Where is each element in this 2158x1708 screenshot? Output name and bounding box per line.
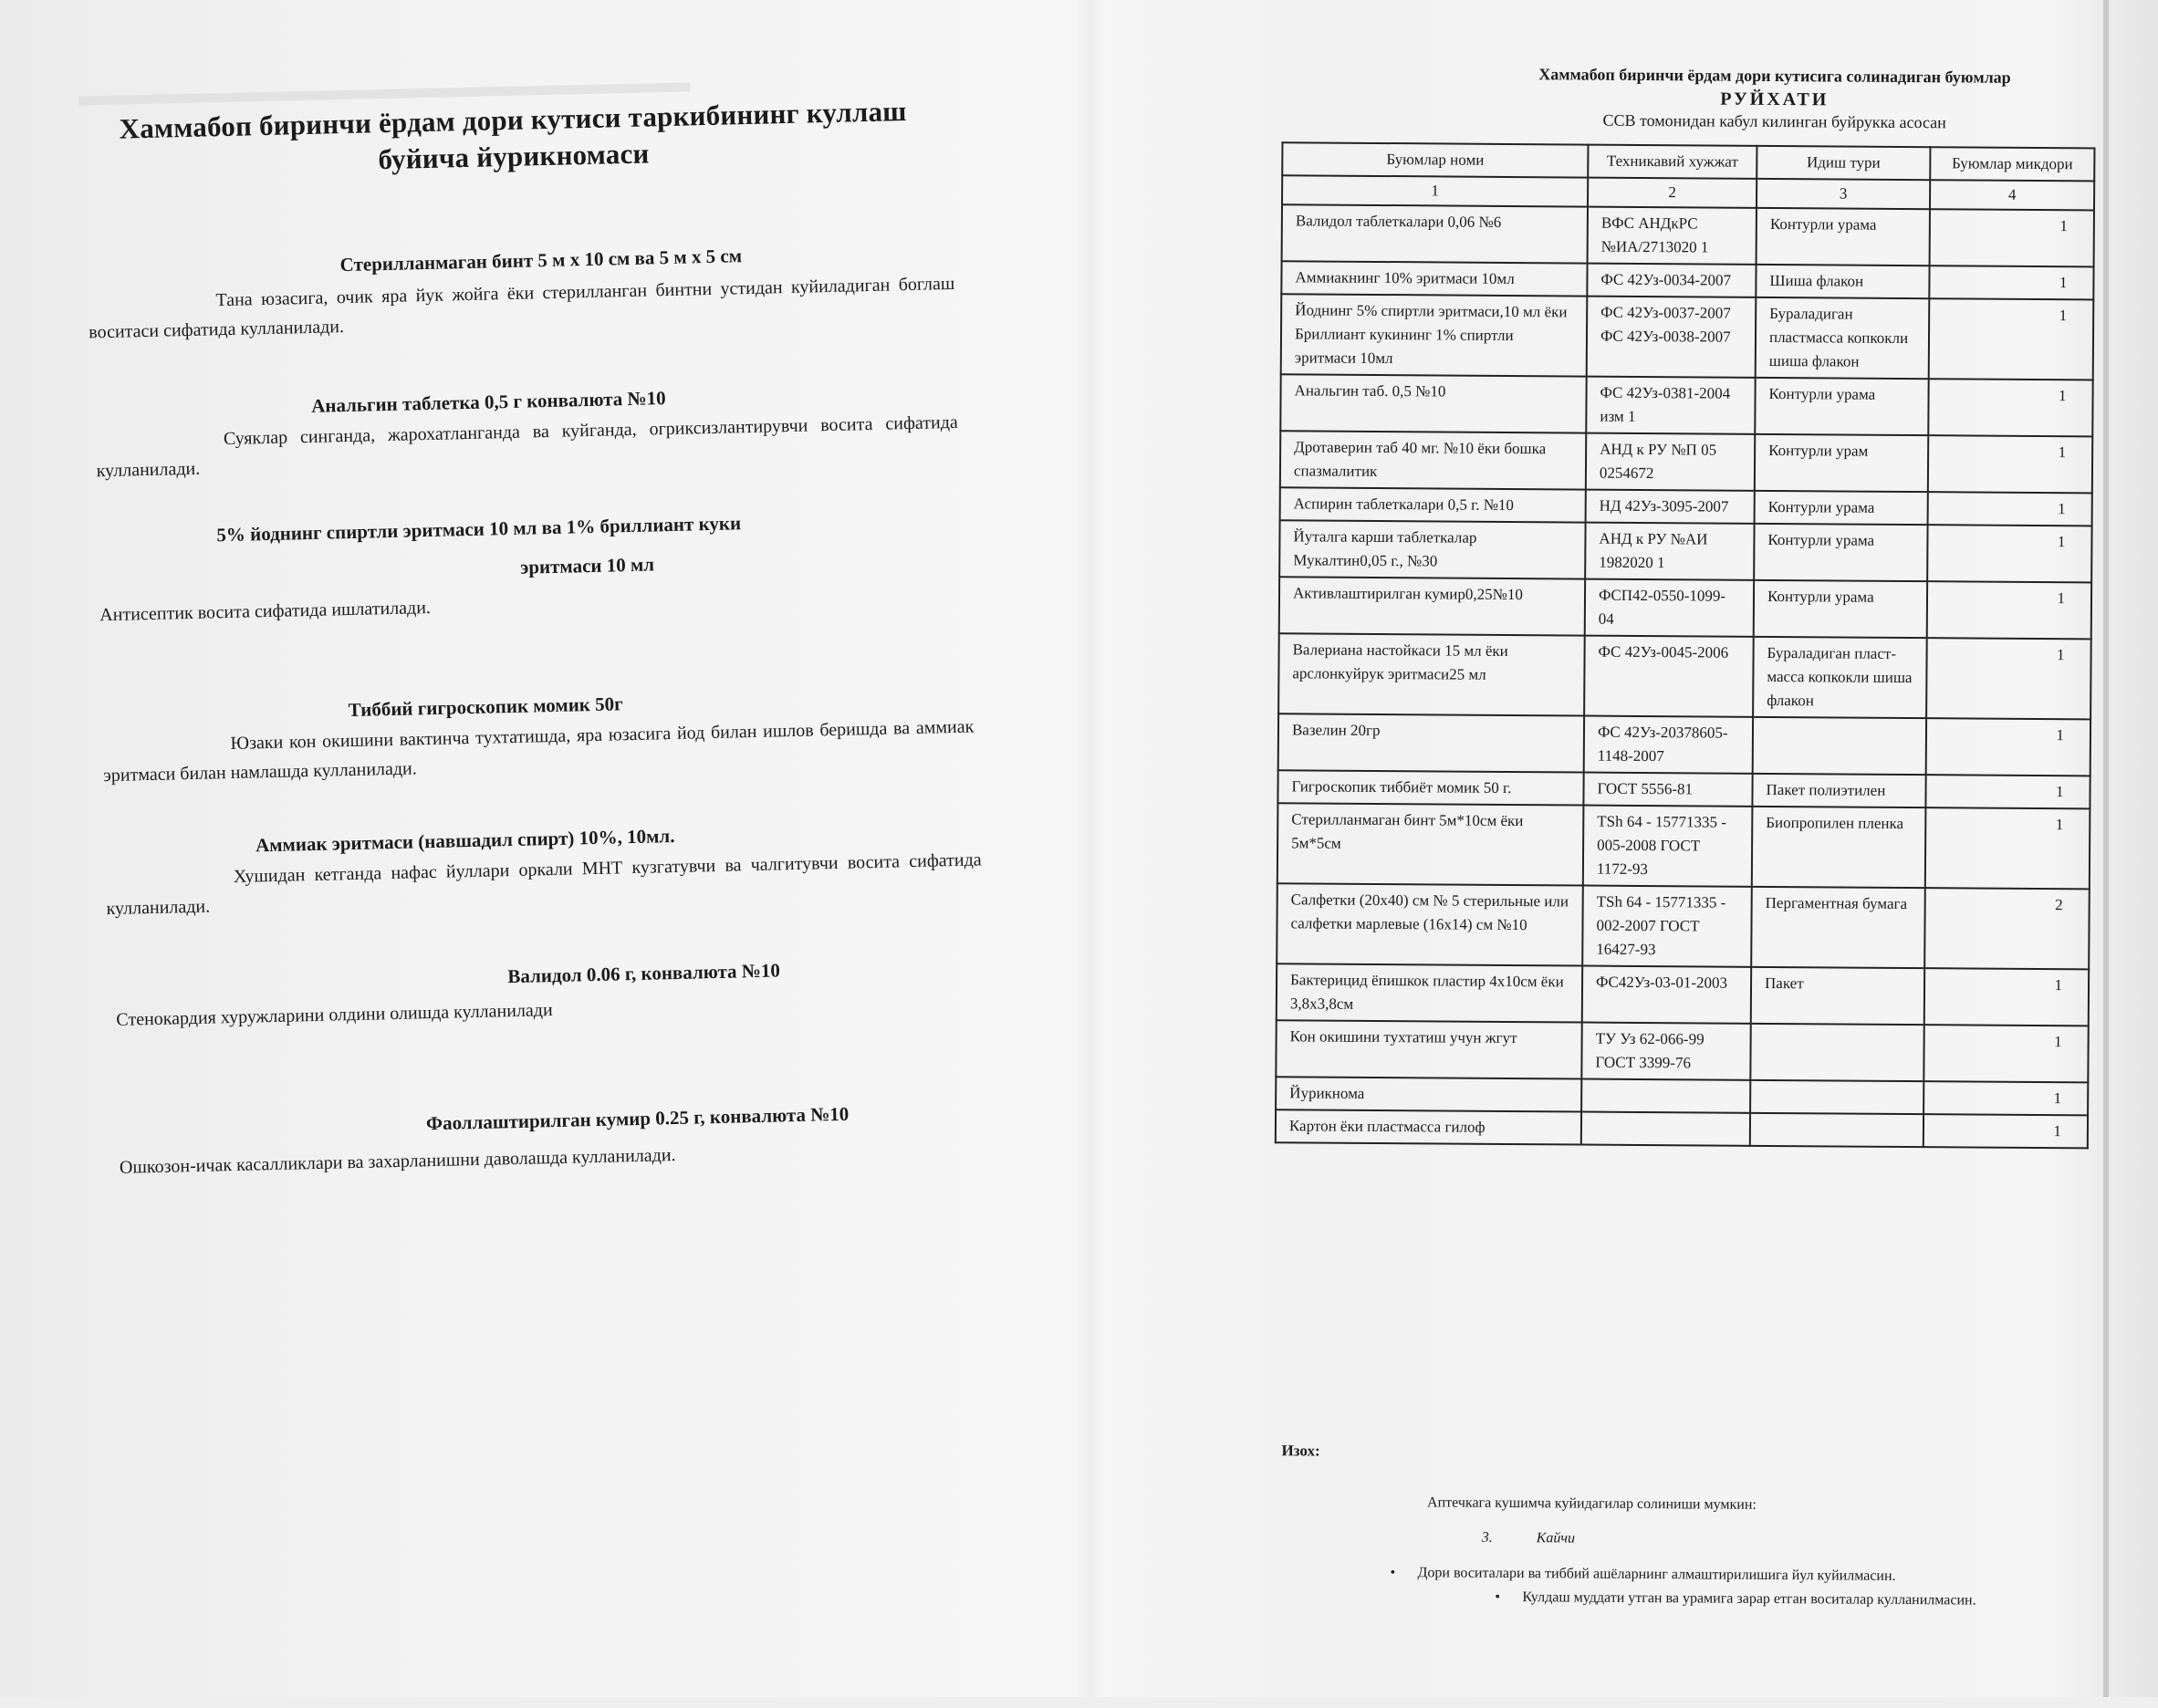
note-list-item	[1482, 1530, 1575, 1547]
section-text: Стенокардия хуружларини олдини олишда кулланилади	[116, 1000, 553, 1030]
note-list-number: 3.	[1481, 1529, 1493, 1546]
quantity-cell: 1	[1923, 1114, 2088, 1148]
quantity-cell: 1	[1927, 525, 2091, 582]
section-text: Юзаки кон окишини вактинча тухтатишда, яра юзасига йод билан ишлов беришда ва аммиак эритмаси билан намлашда кулланилади.	[103, 716, 975, 786]
table-row	[1276, 1077, 2088, 1115]
section-text: Хушидан кетганда нафас йуллари оркали МНТ кузгатувчи ва чалгитувчи восита сифатида кулланилади.	[106, 849, 982, 920]
section-heading: Фаоллаштирилган кумир 0.25 г, конвалюта №10	[425, 1102, 850, 1135]
container-type-cell: Биопропилен пленка	[1752, 807, 1926, 888]
table-row	[1278, 713, 2090, 776]
quantity-cell: 1	[1924, 968, 2089, 1026]
tech-doc-cell: ТУ Уз 62-066-99 ГОСТ 3399-76	[1581, 1023, 1750, 1080]
container-type-cell: Контурли урама	[1757, 208, 1930, 266]
column-number: 2	[1588, 178, 1757, 208]
instructions-title-line2: буйича йурикномаси	[378, 137, 650, 176]
bullet-icon: •	[1495, 1588, 1501, 1605]
tech-doc-cell: ФСП42-0550-1099-04	[1585, 579, 1754, 637]
table-row	[1276, 1020, 2088, 1082]
table-row	[1276, 1109, 2088, 1148]
table-row	[1280, 431, 2092, 493]
item-name-cell: Гигроскопик тиббиёт момик 50 г.	[1277, 770, 1583, 805]
column-header: Буюмлар микдори	[1930, 147, 2094, 181]
section-text: Антисептик восита сифатида ишлатилади.	[99, 597, 432, 626]
quantity-cell: 1	[1927, 581, 2091, 639]
quantity-cell: 1	[1925, 807, 2090, 889]
container-type-cell: Пакет полиэтилен	[1752, 774, 1925, 807]
item-name-cell: Валериана настойкаси 15 мл ёки арслонкуйрук эритмаси25 мл	[1278, 633, 1585, 715]
item-name-cell: Аспирин таблеткалари 0,5 г. №10	[1280, 487, 1586, 522]
quantity-cell: 1	[1925, 775, 2090, 808]
table-row	[1277, 963, 2089, 1026]
column-header: Техникавий хужжат	[1588, 145, 1757, 179]
section-heading: Валидол 0.06 г, конвалюта №10	[507, 959, 781, 988]
tech-doc-cell: НД 42Уз-3095-2007	[1586, 490, 1755, 524]
quantity-cell: 1	[1923, 1081, 2088, 1115]
item-name-cell: Бактерицид ёпишкок пластир 4х10см ёки 3,8х3,8см	[1277, 963, 1582, 1022]
tech-doc-cell: АНД к РУ №АИ 1982020 1	[1585, 523, 1754, 580]
container-type-cell	[1753, 717, 1926, 775]
note-bullet-line	[1495, 1589, 1976, 1609]
note-label: Изох:	[1281, 1442, 1320, 1460]
tech-doc-cell: TSh 64 - 15771335 - 005-2008 ГОСТ 1172-93	[1583, 806, 1753, 887]
container-type-cell: Контурли урама	[1755, 378, 1928, 435]
section-heading-cont: эритмаси 10 мл	[519, 553, 655, 578]
tech-doc-cell: ФС42Уз-03-01-2003	[1582, 966, 1751, 1024]
section-heading: Тиббий гигроскопик момик 50г	[348, 693, 623, 722]
section-text: Тана юзасига, очик яра йук жойга ёки стерилланган бинтни устидан куйиладиган боглаш воситаси сифатида кулланилади.	[89, 273, 955, 343]
right-page	[1089, 0, 2158, 1701]
tech-doc-cell: ГОСТ 5556-81	[1583, 773, 1752, 807]
container-type-cell: Пакет	[1751, 967, 1924, 1025]
container-type-cell: Контурли урам	[1755, 434, 1928, 492]
item-name-cell: Йоднинг 5% спиртли эритмаси,10 мл ёки Бриллиант кукининг 1% спиртли эритмаси 10мл	[1281, 294, 1588, 376]
item-name-cell: Кон окишини тухтатиш учун жгут	[1276, 1020, 1581, 1078]
note-bullet-line	[1390, 1565, 1895, 1585]
table-row	[1277, 883, 2090, 969]
note-list-text: Кайчи	[1536, 1530, 1576, 1547]
quantity-cell: 1	[1923, 1025, 2088, 1082]
table-row	[1282, 204, 2094, 266]
container-type-cell: Шиша флакон	[1756, 265, 1929, 298]
container-type-cell: Пергаментная бумага	[1751, 887, 1925, 968]
container-type-cell: Бураладиган пластмасса копкокли шиша флакон	[1756, 297, 1930, 379]
tech-doc-cell: ФС 42Уз-20378605-1148-2007	[1584, 716, 1753, 774]
item-name-cell: Аммиакнинг 10% эритмаси 10мл	[1281, 261, 1587, 296]
table-row	[1279, 577, 2091, 639]
item-name-cell: Анальгин таб. 0,5 №10	[1280, 374, 1586, 432]
tech-doc-cell: ФС 42Уз-0037-2007 ФС 42Уз-0038-2007	[1587, 297, 1757, 378]
container-type-cell	[1750, 1080, 1923, 1114]
section-heading: Аммиак эритмаси (навшадил спирт) 10%, 10мл.	[255, 824, 675, 857]
column-header: Буюмлар номи	[1282, 142, 1588, 177]
item-name-cell: Валидол таблеткалари 0,06 №6	[1282, 204, 1588, 263]
quantity-cell: 1	[1929, 298, 2094, 380]
column-header: Идиш тури	[1757, 146, 1930, 180]
quantity-cell: 2	[1924, 888, 2090, 969]
item-name-cell: Стерилланмаган бинт 5м*10см ёки 5м*5см	[1277, 803, 1584, 885]
column-number: 4	[1930, 180, 2094, 210]
item-name-cell: Дротаверин таб 40 мг. №10 ёки бошка спазмалитик	[1280, 431, 1586, 489]
tech-doc-cell: АНД к РУ №П 05 0254672	[1586, 433, 1755, 491]
quantity-cell: 1	[1928, 435, 2092, 493]
container-type-cell: Бураладиган пласт-масса копкокли шиша флакон	[1753, 637, 1927, 718]
items-table	[1275, 141, 2096, 1149]
tech-doc-cell: ВФС АНДкРС №ИА/2713020 1	[1588, 207, 1757, 265]
tech-doc-cell	[1581, 1079, 1750, 1113]
list-title-line1: Хаммабоп биринчи ёрдам дори кутисига солинадиган буюмлар	[1538, 65, 2011, 87]
table-row	[1278, 633, 2091, 719]
item-name-cell: Йуталга карши таблеткалар Мукалтин0,05 г., №30	[1279, 520, 1585, 578]
table-row	[1280, 374, 2092, 436]
quantity-cell: 1	[1928, 492, 2092, 526]
section-text: Ошкозон-ичак касалликлари ва захарланишни даволашда кулланилади.	[119, 1145, 676, 1178]
item-name-cell: Картон ёки пластмасса гилоф	[1276, 1109, 1581, 1144]
table-row	[1277, 770, 2090, 808]
table-header-row	[1282, 142, 2094, 181]
table-row	[1281, 261, 2093, 299]
table-row	[1279, 520, 2091, 582]
container-type-cell: Контурли урама	[1755, 491, 1928, 525]
section-text: Суяклар синганда, жарохатланганда ва куйганда, огриксизлантирувчи восита сифатида кулланилади.	[96, 411, 958, 482]
quantity-cell: 1	[1926, 718, 2090, 776]
container-type-cell: Контурли урама	[1754, 580, 1927, 638]
tech-doc-cell: ФС 42Уз-0034-2007	[1587, 264, 1756, 297]
quantity-cell: 1	[1929, 266, 2093, 299]
item-name-cell: Вазелин 20гр	[1278, 713, 1584, 772]
container-type-cell	[1750, 1113, 1923, 1147]
note-bullet-text: Кулдаш муддати утган ва урамига зарар етган воситалар кулланилмасин.	[1522, 1589, 1976, 1609]
container-type-cell	[1750, 1024, 1923, 1081]
section-heading: Анальгин таблетка 0,5 г конвалюта №10	[310, 387, 666, 417]
quantity-cell: 1	[1928, 379, 2092, 436]
table-row	[1281, 294, 2094, 380]
item-name-cell: Активлаштирилган кумир0,25№10	[1279, 577, 1585, 635]
tech-doc-cell: ФС 42Уз-0381-2004 изм 1	[1586, 377, 1755, 434]
tech-doc-cell	[1581, 1112, 1750, 1146]
item-name-cell: Йурикнома	[1276, 1077, 1581, 1111]
list-title-line3: ССВ томонидан кабул килинган буйрукка асосан	[1602, 110, 1946, 132]
column-number: 3	[1757, 179, 1930, 209]
table-row	[1277, 803, 2090, 889]
table-row	[1280, 487, 2092, 526]
item-name-cell: Салфетки (20х40) см № 5 стерильные или салфетки марлевые (16х14) см №10	[1277, 883, 1583, 965]
note-bullet-text: Дори воситалари ва тиббий ашёларнинг алмаштирилишига йул куйилмасин.	[1417, 1565, 1896, 1584]
quantity-cell: 1	[1930, 209, 2094, 266]
instructions-title	[75, 92, 953, 185]
instructions-title-line1: Хаммабоп биринчи ёрдам дори кутиси таркибининг куллаш	[119, 95, 907, 145]
section-heading: 5% йоднинг спиртли эритмаси 10 мл ва 1% бриллиант куки	[216, 512, 742, 547]
quantity-cell: 1	[1926, 638, 2091, 719]
tech-doc-cell: TSh 64 - 15771335 - 002-2007 ГОСТ 16427-93	[1582, 886, 1752, 967]
list-title-line2: РУЙХАТИ	[1720, 89, 1830, 110]
container-type-cell: Контурли урама	[1754, 524, 1927, 581]
column-number: 1	[1282, 175, 1588, 206]
note-text: Аптечкага кушимча куйидагилар солиниши мумкин:	[1427, 1494, 1757, 1513]
section-heading: Стерилланмаган бинт 5 м х 10 см ва 5 м х 5 см	[339, 245, 743, 276]
tech-doc-cell: ФС 42Уз-0045-2006	[1584, 636, 1754, 717]
bullet-icon: •	[1390, 1565, 1396, 1581]
